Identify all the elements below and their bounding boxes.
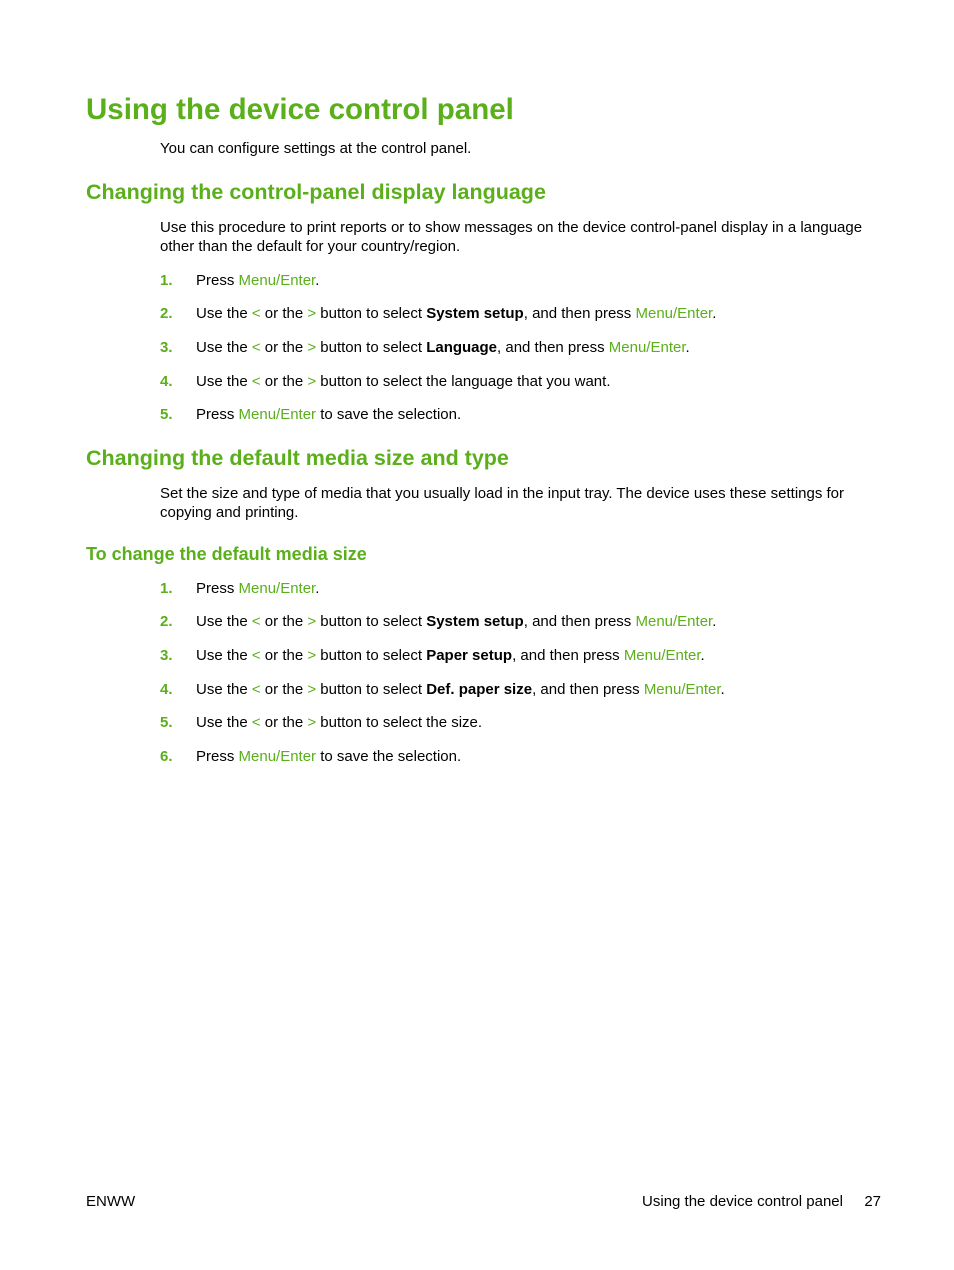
section-body-display-language: Use this procedure to print reports or to show messages on the device control-panel display in a language other than the default for your country/region.	[160, 219, 863, 255]
arrow-button-ref: <	[251, 339, 261, 356]
step-text-run: , and then press	[523, 613, 636, 630]
step-text-run: .	[712, 305, 717, 322]
step-text-run: Use the	[196, 714, 252, 731]
step-text	[196, 579, 319, 599]
step-text-run: Use the	[196, 613, 252, 630]
step-text-run: Use the	[196, 305, 252, 322]
menu-enter-button-ref: Menu/Enter	[608, 339, 686, 356]
step-number: 3.	[160, 339, 173, 356]
footer-chapter-title: Using the device control panel	[642, 1193, 843, 1210]
menu-enter-button-ref: Menu/Enter	[635, 613, 713, 630]
step-text	[196, 713, 482, 733]
arrow-button-ref: <	[251, 714, 261, 731]
step-text-run: button to select	[316, 647, 427, 664]
menu-item-ref: Language	[426, 339, 498, 356]
step-number: 1.	[160, 272, 173, 289]
arrow-button-ref: >	[307, 613, 317, 630]
section-body-media-size-type: Set the size and type of media that you usually load in the input tray. The device uses these settings for copying and printing.	[160, 485, 845, 521]
step-text	[196, 271, 319, 291]
step-text-run: or the	[260, 373, 308, 390]
step-text-run: to save the selection.	[316, 748, 462, 765]
step-text-run: .	[685, 339, 690, 356]
arrow-button-ref: <	[251, 647, 261, 664]
step-number: 4.	[160, 373, 173, 390]
step-text	[196, 304, 716, 324]
step-text-run: to save the selection.	[316, 406, 462, 423]
step-number: 2.	[160, 305, 173, 322]
step-text-run: or the	[260, 681, 308, 698]
step-text-run: , and then press	[532, 681, 644, 698]
step-text-run: or the	[260, 339, 308, 356]
arrow-button-ref: <	[251, 305, 261, 322]
menu-enter-button-ref: Menu/Enter	[643, 681, 721, 698]
step-text-run: button to select the language that you want.	[316, 373, 611, 390]
step-text-run: or the	[260, 647, 308, 664]
menu-enter-button-ref: Menu/Enter	[238, 406, 317, 423]
step-text-run: , and then press	[523, 305, 636, 322]
step-text-run: button to select	[316, 681, 427, 698]
step-text-run: or the	[260, 613, 308, 630]
step-text-run: , and then press	[512, 647, 624, 664]
step-number: 1.	[160, 580, 173, 597]
arrow-button-ref: >	[307, 339, 317, 356]
step-number: 2.	[160, 613, 173, 630]
menu-enter-button-ref: Menu/Enter	[623, 647, 701, 664]
step-text-run: button to select the size.	[316, 714, 483, 731]
menu-enter-button-ref: Menu/Enter	[238, 272, 316, 289]
step-text-run: Press	[196, 580, 239, 597]
page-title: Using the device control panel	[86, 93, 514, 126]
step-text-run: , and then press	[497, 339, 609, 356]
intro-text: You can configure settings at the control panel.	[160, 140, 472, 157]
arrow-button-ref: >	[307, 681, 317, 698]
section-heading-display-language: Changing the control-panel display language	[86, 180, 546, 204]
menu-enter-button-ref: Menu/Enter	[635, 305, 713, 322]
step-text	[196, 338, 690, 358]
arrow-button-ref: >	[307, 647, 317, 664]
subheading-default-media-size: To change the default media size	[86, 544, 367, 564]
step-text-run: Press	[196, 748, 239, 765]
step-text	[196, 747, 461, 767]
step-text-run: or the	[260, 714, 308, 731]
step-text	[196, 612, 716, 632]
step-text-run: Press	[196, 272, 239, 289]
section-heading-media-size-type: Changing the default media size and type	[86, 446, 509, 470]
step-text	[196, 646, 705, 666]
menu-item-ref: Paper setup	[426, 647, 513, 664]
step-text-run: .	[315, 272, 320, 289]
step-number: 5.	[160, 714, 173, 731]
step-text-run: Use the	[196, 647, 252, 664]
menu-enter-button-ref: Menu/Enter	[238, 580, 316, 597]
step-number: 4.	[160, 681, 173, 698]
step-number: 5.	[160, 406, 173, 423]
step-text-run: Press	[196, 406, 239, 423]
step-text-run: Use the	[196, 681, 252, 698]
arrow-button-ref: >	[307, 714, 317, 731]
menu-item-ref: System setup	[426, 305, 524, 322]
step-text-run: or the	[260, 305, 308, 322]
arrow-button-ref: <	[251, 681, 261, 698]
arrow-button-ref: >	[307, 373, 317, 390]
step-text-run: .	[700, 647, 705, 664]
step-text-run: button to select	[316, 339, 427, 356]
footer-left-label: ENWW	[86, 1193, 136, 1210]
arrow-button-ref: >	[307, 305, 317, 322]
arrow-button-ref: <	[251, 373, 261, 390]
step-text-run: Use the	[196, 373, 252, 390]
step-text-run: .	[315, 580, 320, 597]
menu-enter-button-ref: Menu/Enter	[238, 748, 317, 765]
step-text-run: button to select	[316, 305, 427, 322]
step-number: 3.	[160, 647, 173, 664]
step-number: 6.	[160, 748, 173, 765]
step-text	[196, 680, 725, 700]
step-text-run: Use the	[196, 339, 252, 356]
step-text-run: .	[712, 613, 717, 630]
step-text	[196, 405, 461, 425]
menu-item-ref: Def. paper size	[426, 681, 533, 698]
step-text-run: button to select	[316, 613, 427, 630]
menu-item-ref: System setup	[426, 613, 524, 630]
footer-page-number: 27	[864, 1193, 881, 1210]
arrow-button-ref: <	[251, 613, 261, 630]
step-text-run: .	[720, 681, 725, 698]
step-text	[196, 372, 610, 392]
